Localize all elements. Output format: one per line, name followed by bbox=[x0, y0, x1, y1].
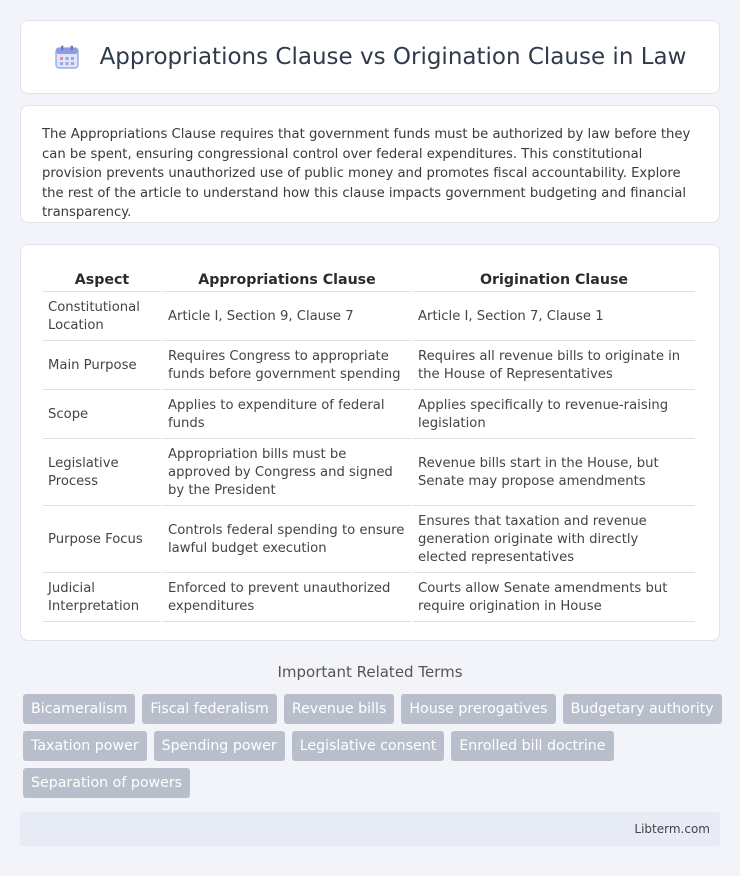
table-cell-aspect: Scope bbox=[43, 392, 161, 439]
table-cell-origination: Courts allow Senate amendments but require origination in House bbox=[413, 575, 695, 622]
table-row bbox=[43, 508, 695, 573]
related-terms-title: Important Related Terms bbox=[277, 663, 463, 681]
related-term-tag[interactable]: Taxation power bbox=[23, 731, 147, 761]
related-term-tag[interactable]: Fiscal federalism bbox=[142, 694, 277, 724]
table-cell-origination: Ensures that taxation and revenue generation originate with directly elected representatives bbox=[413, 508, 695, 573]
table-cell-appropriations: Article I, Section 9, Clause 7 bbox=[163, 294, 411, 341]
related-term-tag[interactable]: Enrolled bill doctrine bbox=[451, 731, 613, 761]
table-cell-appropriations: Appropriation bills must be approved by Congress and signed by the President bbox=[163, 441, 411, 506]
related-terms-tags bbox=[23, 694, 723, 798]
intro-text: The Appropriations Clause requires that government funds must be authorized by law before they can be spent, ensuring congressional control over federal expenditures. This constitutional provision prevents unauthorized use of public money and promotes fiscal accountability. Explore the rest of the article to understand how this clause impacts government budgeting and financial transparency. bbox=[42, 127, 691, 220]
table-cell-appropriations: Applies to expenditure of federal funds bbox=[163, 392, 411, 439]
page-title: Appropriations Clause vs Origination Clause in Law bbox=[99, 44, 687, 70]
table-cell-appropriations: Enforced to prevent unauthorized expenditures bbox=[163, 575, 411, 622]
related-term-tag[interactable]: Separation of powers bbox=[23, 768, 190, 798]
related-term-tag[interactable]: Spending power bbox=[154, 731, 285, 761]
header-aspect: Aspect bbox=[43, 268, 161, 292]
table-row bbox=[43, 343, 695, 390]
comparison-table bbox=[41, 266, 697, 624]
header-appropriations: Appropriations Clause bbox=[163, 268, 411, 292]
table-cell-aspect: Legislative Process bbox=[43, 441, 161, 506]
table-cell-origination: Revenue bills start in the House, but Senate may propose amendments bbox=[413, 441, 695, 506]
calendar-icon bbox=[54, 44, 80, 70]
table-header-row bbox=[43, 268, 695, 292]
table-row bbox=[43, 392, 695, 439]
related-term-tag[interactable]: Bicameralism bbox=[23, 694, 135, 724]
footer bbox=[20, 812, 720, 846]
table-cell-appropriations: Controls federal spending to ensure lawful budget execution bbox=[163, 508, 411, 573]
table-cell-aspect: Judicial Interpretation bbox=[43, 575, 161, 622]
table-cell-origination: Applies specifically to revenue-raising legislation bbox=[413, 392, 695, 439]
related-term-tag[interactable]: Revenue bills bbox=[284, 694, 395, 724]
related-term-tag[interactable]: House prerogatives bbox=[401, 694, 555, 724]
related-term-tag[interactable]: Legislative consent bbox=[292, 731, 445, 761]
table-cell-aspect: Purpose Focus bbox=[43, 508, 161, 573]
header-card bbox=[20, 20, 720, 94]
header-origination: Origination Clause bbox=[413, 268, 695, 292]
table-row bbox=[43, 294, 695, 341]
comparison-table-card bbox=[20, 244, 720, 641]
table-cell-origination: Article I, Section 7, Clause 1 bbox=[413, 294, 695, 341]
intro-card bbox=[20, 105, 720, 223]
table-cell-aspect: Main Purpose bbox=[43, 343, 161, 390]
table-row bbox=[43, 441, 695, 506]
table-cell-aspect: Constitutional Location bbox=[43, 294, 161, 341]
related-term-tag[interactable]: Budgetary authority bbox=[563, 694, 722, 724]
footer-site-link[interactable]: Libterm.com bbox=[634, 822, 710, 836]
table-cell-appropriations: Requires Congress to appropriate funds before government spending bbox=[163, 343, 411, 390]
table-row bbox=[43, 575, 695, 622]
table-cell-origination: Requires all revenue bills to originate in the House of Representatives bbox=[413, 343, 695, 390]
